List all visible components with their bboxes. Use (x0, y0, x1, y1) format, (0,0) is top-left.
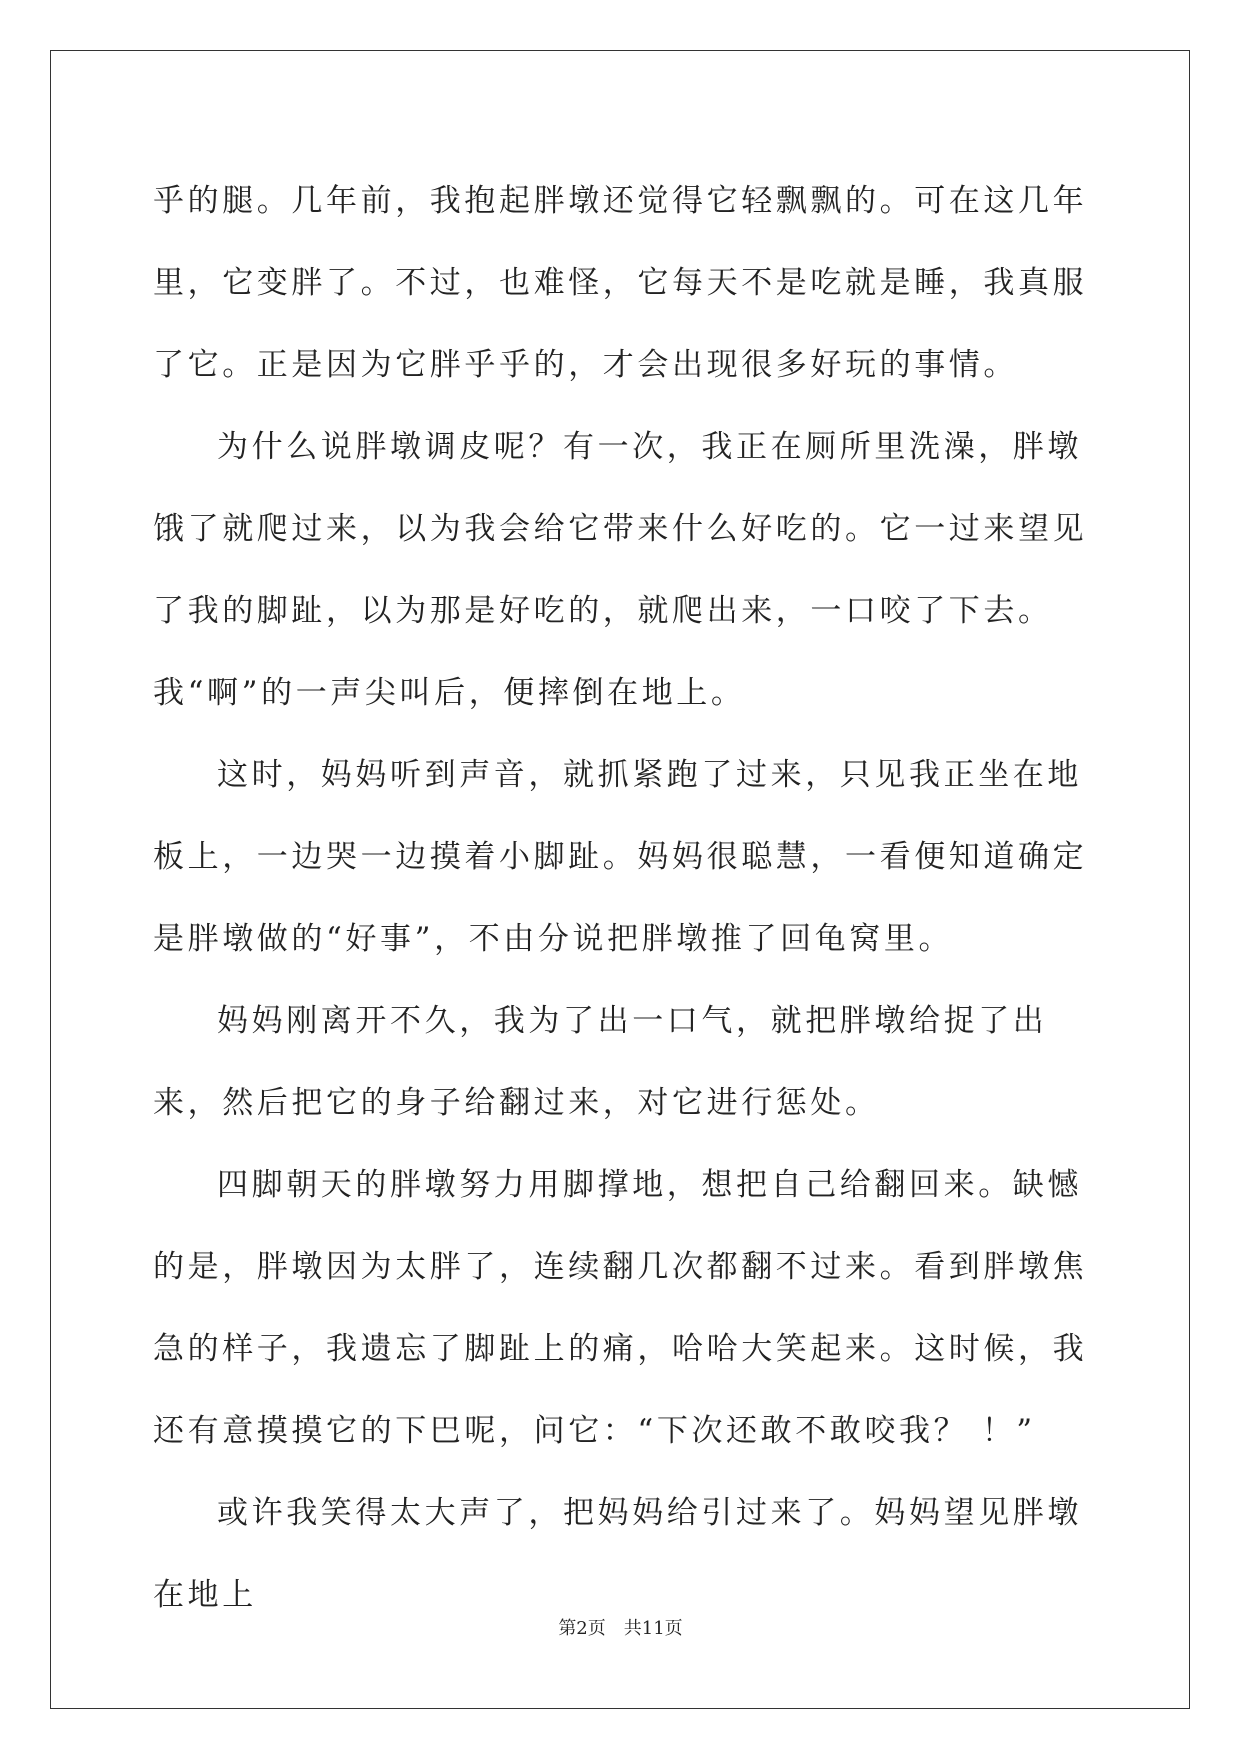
document-body (153, 160, 1093, 1636)
paragraph: 妈妈刚离开不久，我为了出一口气，就把胖墩给捉了出来，然后把它的身子给翻过来，对它进行惩处。 (153, 1003, 1048, 1121)
paragraph: 为什么说胖墩调皮呢？有一次，我正在厕所里洗澡，胖墩饿了就爬过来，以为我会给它带来什么好吃的。它一过来望见了我的脚趾，以为那是好吃的，就爬出来，一口咬了下去。我“啊”的一声尖叫后，便摔倒在地上。 (153, 429, 1088, 711)
paragraph-continued: 乎的腿。几年前，我抱起胖墩还觉得它轻飘飘的。可在这几年里，它变胖了。不过，也难怪，它每天不是吃就是睡，我真服了它。正是因为它胖乎乎的，才会出现很多好玩的事情。 (153, 183, 1088, 383)
page-total: 共11页 (623, 1618, 683, 1639)
page-footer (0, 1617, 1241, 1641)
paragraph: 或许我笑得太大声了，把妈妈给引过来了。妈妈望见胖墩在地上 (153, 1495, 1082, 1613)
page-number: 第2页 (558, 1618, 606, 1639)
paragraph: 四脚朝天的胖墩努力用脚撑地，想把自己给翻回来。缺憾的是，胖墩因为太胖了，连续翻几次都翻不过来。看到胖墩焦急的样子，我遗忘了脚趾上的痛，哈哈大笑起来。这时候，我还有意摸摸它的下巴呢，问它：“下次还敢不敢咬我？ ！” (153, 1167, 1088, 1449)
paragraph: 这时，妈妈听到声音，就抓紧跑了过来，只见我正坐在地板上，一边哭一边摸着小脚趾。妈妈很聪慧，一看便知道确定是胖墩做的“好事”，不由分说把胖墩推了回龟窝里。 (153, 757, 1088, 957)
